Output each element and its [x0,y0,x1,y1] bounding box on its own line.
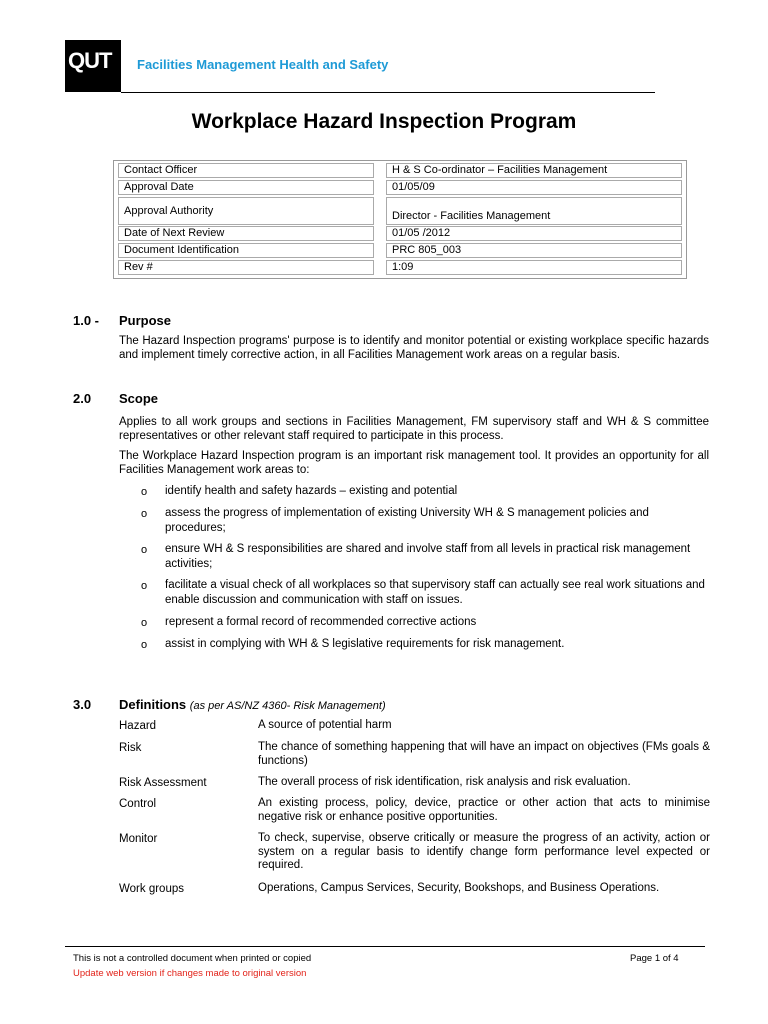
definitions-title: Definitions [119,697,187,712]
definition-text: Operations, Campus Services, Security, Bookshops, and Business Operations. [258,882,660,894]
scope-bullet: assess the progress of implementation of existing University WH & S management policies and procedures; [165,507,649,534]
info-label: Contact Officer [118,163,374,178]
definitions-note: (as per AS/NZ 4360- Risk Management) [189,700,386,712]
definition-term: Risk Assessment [119,777,207,789]
info-value: H & S Co-ordinator – Facilities Management [386,163,682,178]
scope-bullet: ensure WH & S responsibilities are shared and involve staff from all levels in practical risk management activities; [165,543,691,570]
info-label: Date of Next Review [118,226,374,241]
document-title: Workplace Hazard Inspection Program [191,110,577,133]
qut-logo [65,40,121,92]
definition-term: Work groups [119,883,184,895]
definition-text: The overall process of risk identification, risk analysis and risk evaluation. [258,776,631,788]
section-number: 3.0 [73,697,92,712]
definition-term: Risk [119,742,142,754]
footer-warning: Update web version if changes made to original version [73,968,307,979]
info-label: Rev # [118,260,374,275]
definition-text: The chance of something happening that will have an impact on objectives (FMs goals & functions) [258,741,710,767]
section-title-purpose: Purpose [119,313,172,328]
definition-text: To check, supervise, observe critically or measure the progress of an activity, action or system on a regular basis to identify change form performance level expected or required. [258,832,710,871]
page-number: Page 1 of 4 [630,953,679,964]
bullet-marker: o [141,617,148,629]
section-number: 2.0 [73,391,92,406]
bullet-marker: o [141,580,148,592]
info-value: 01/05 /2012 [386,226,682,241]
section-title-scope: Scope [119,391,159,406]
info-label: Approval Authority [118,197,374,225]
footer-divider [65,946,705,947]
scope-bullet: represent a formal record of recommended corrective actions [165,616,477,628]
purpose-text: The Hazard Inspection programs' purpose is to identify and monitor potential or existing workplace specific hazards and implement timely corrective action, in all Facilities Management work areas on a regular basis. [119,335,709,361]
info-label: Document Identification [118,243,374,258]
definition-text: A source of potential harm [258,719,392,731]
footer-note: This is not a controlled document when printed or copied [73,953,312,964]
bullet-marker: o [141,544,148,556]
document-info-table [113,160,687,279]
scope-bullet: identify health and safety hazards – existing and potential [165,485,458,497]
section-number: 1.0 - [73,313,100,328]
scope-paragraph: The Workplace Hazard Inspection program is an important risk management tool. It provides an opportunity for all Facilities Management work areas to: [119,450,709,476]
definition-term: Hazard [119,720,157,732]
bullet-marker: o [141,486,148,498]
scope-paragraph: Applies to all work groups and sections in Facilities Management, FM supervisory staff and WH & S committee representatives or other relevant staff required to participate in this process. [119,416,709,442]
info-value: 01/05/09 [386,180,682,195]
bullet-marker: o [141,639,148,651]
logo-text: QUT [68,48,112,73]
section-title-definitions [119,697,386,712]
info-value: 1:09 [386,260,682,275]
info-value: PRC 805_003 [386,243,682,258]
header-divider [121,92,655,93]
bullet-marker: o [141,508,148,520]
scope-bullet: assist in complying with WH & S legislative requirements for risk management. [165,638,565,650]
definition-text: An existing process, policy, device, practice or other action that acts to minimise negative risk or enhance positive opportunities. [258,797,710,823]
info-value: Director - Facilities Management [386,197,682,225]
definition-term: Monitor [119,833,158,845]
scope-bullet: facilitate a visual check of all workplaces so that supervisory staff can actually see real work situations and enable discussion and communication with staff on issues. [165,579,705,606]
info-label: Approval Date [118,180,374,195]
definition-term: Control [119,798,157,810]
department-heading: Facilities Management Health and Safety [137,57,389,72]
